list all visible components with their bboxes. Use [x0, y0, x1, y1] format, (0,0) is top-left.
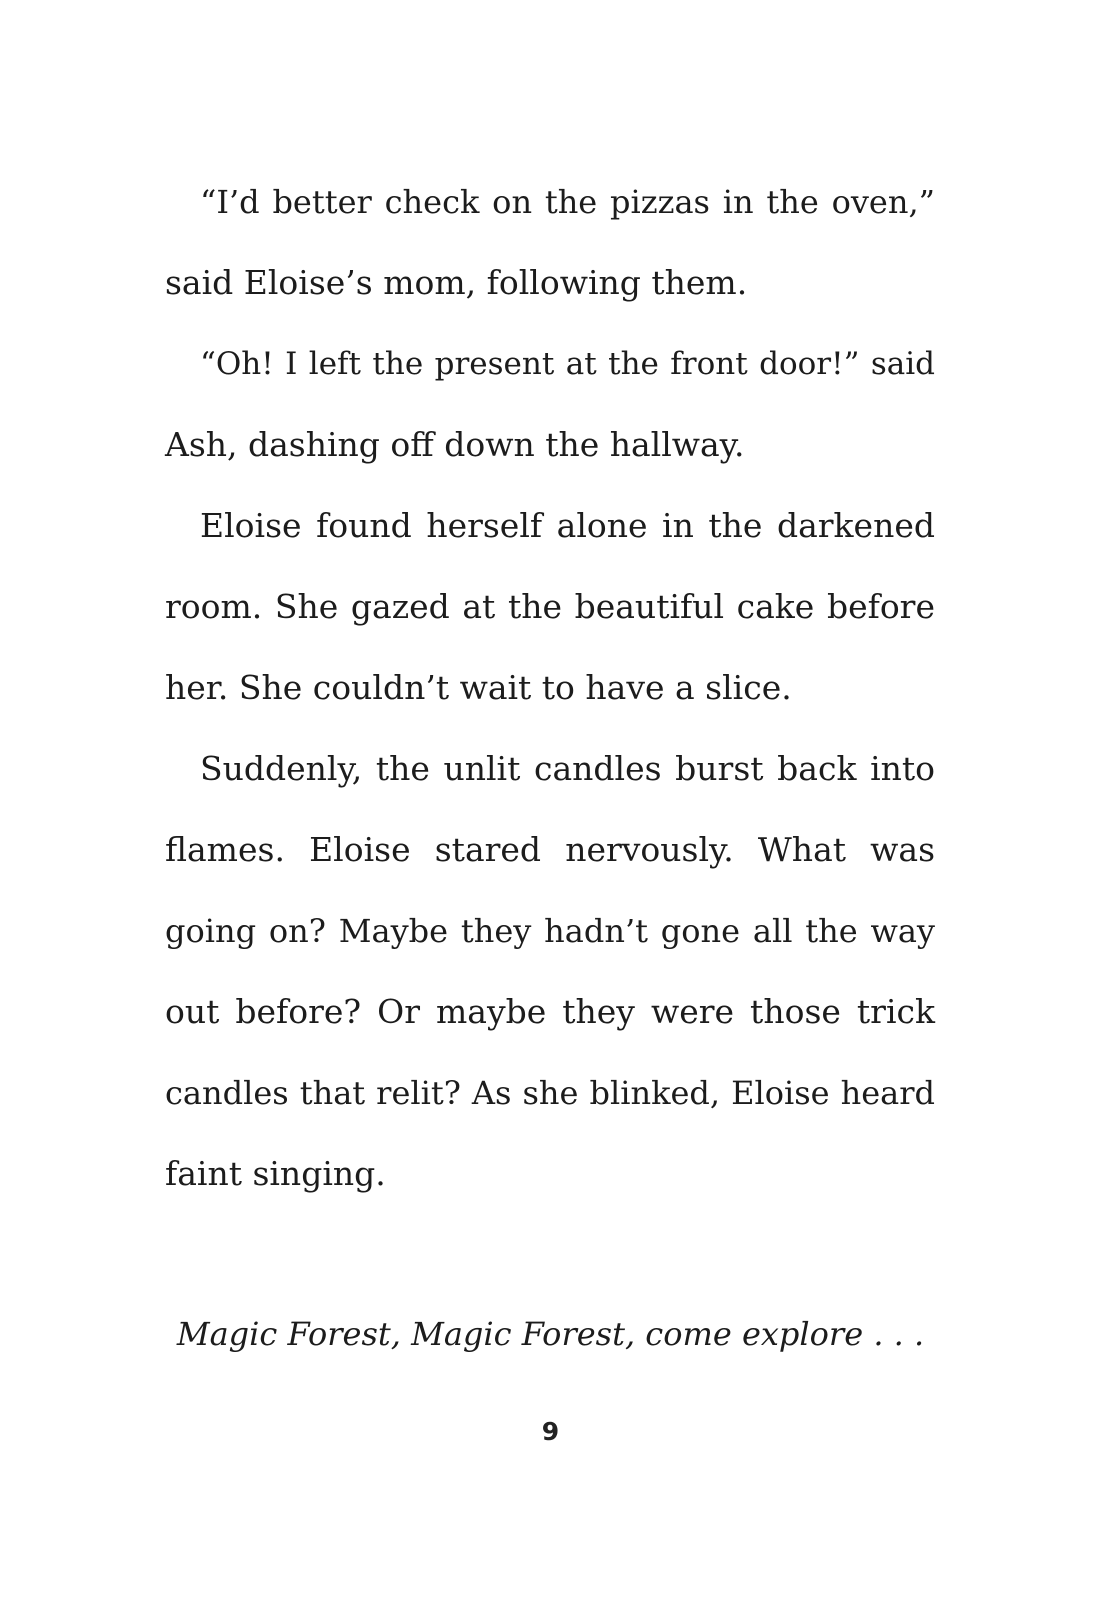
text-line: “I’d better check on the pizzas in the oven,” [200, 183, 935, 221]
text-line: said Eloise’s mom, following them. [165, 263, 748, 302]
text-line: room. She gazed at the beautiful cake before [165, 587, 935, 626]
text-line: flames. Eloise stared nervously. What was [165, 830, 935, 869]
text-line: out before? Or maybe they were those trick [165, 992, 935, 1031]
text-line: going on? Maybe they hadn’t gone all the way [165, 912, 935, 950]
text-line: faint singing. [165, 1154, 386, 1193]
page-number: 9 [541, 1417, 560, 1446]
text-line: “Oh! I left the present at the front door!” said [200, 346, 935, 382]
text-line: Eloise found herself alone in the darkened [200, 506, 935, 545]
song-verse: Magic Forest, Magic Forest, come explore . . . [176, 1315, 925, 1353]
text-line: Ash, dashing off down the hallway. [165, 425, 745, 464]
text-line: her. She couldn’t wait to have a slice. [165, 668, 792, 707]
text-line: candles that relit? As she blinked, Eloise heard [165, 1074, 935, 1112]
text-line: Suddenly, the unlit candles burst back into [200, 749, 935, 788]
